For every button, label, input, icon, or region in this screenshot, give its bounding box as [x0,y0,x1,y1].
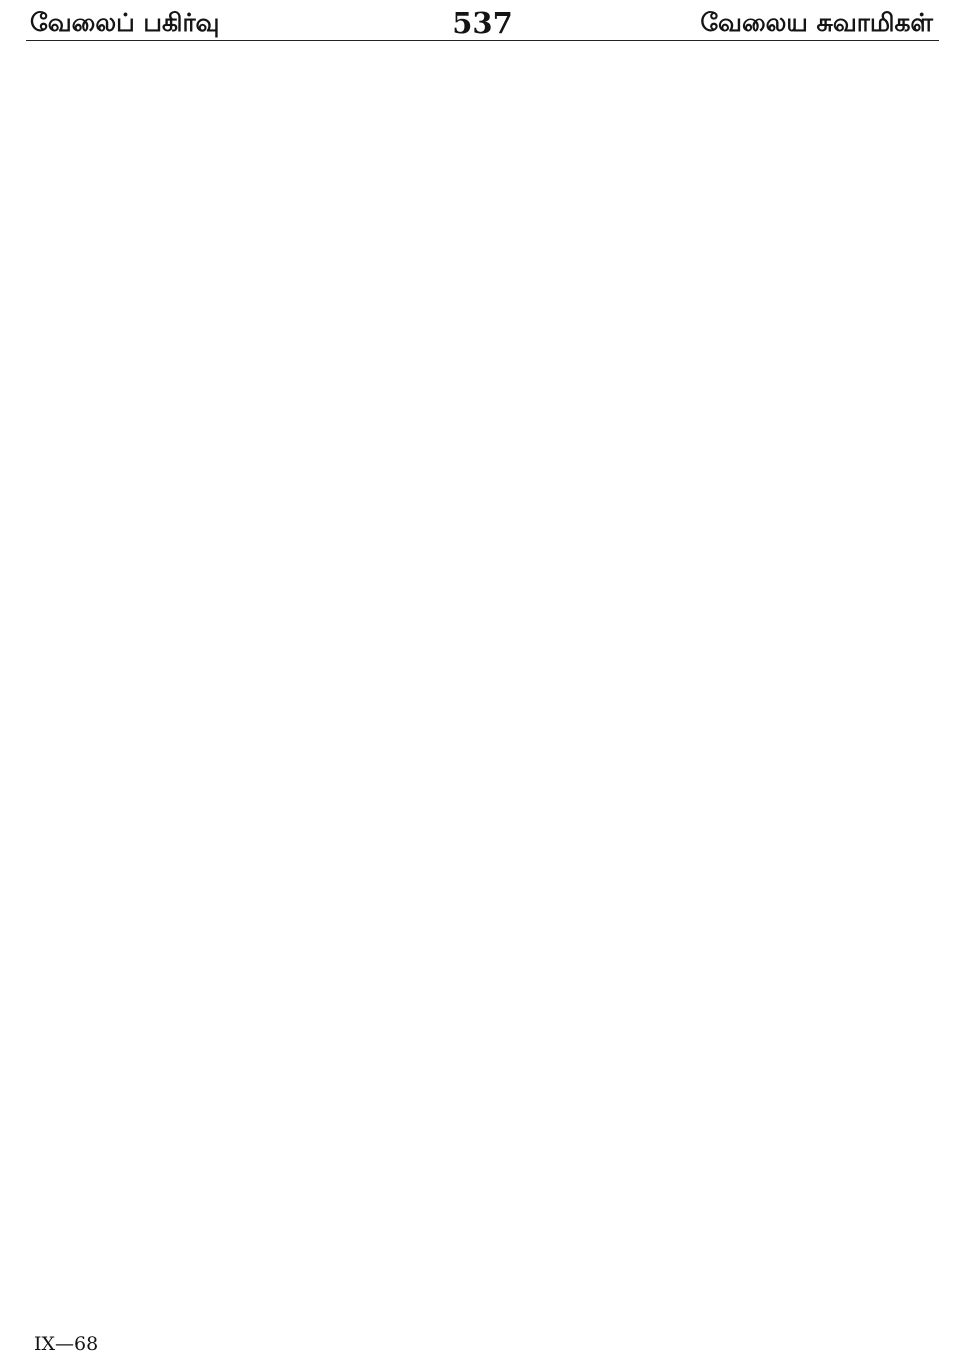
running-head-right: வேலைய சுவாமிகள் [700,8,933,37]
page-header [26,6,939,41]
running-head-left: வேலைப் பகிர்வு [30,8,220,37]
page-number: 537 [452,6,513,40]
signature-mark: IX—68 [34,1333,99,1355]
